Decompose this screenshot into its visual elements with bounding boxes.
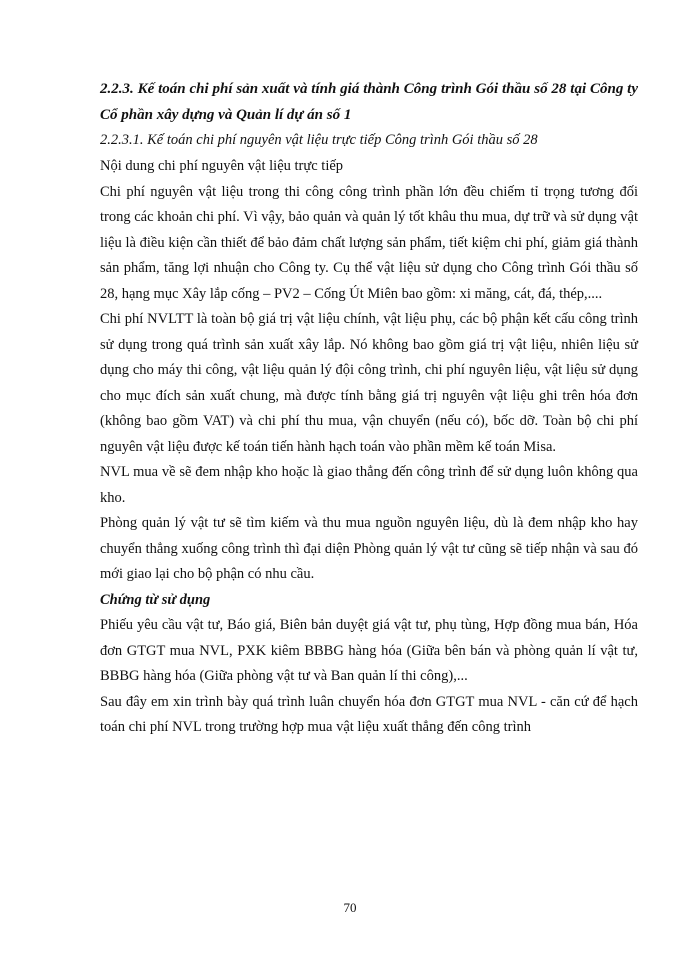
paragraph: Chi phí nguyên vật liệu trong thi công công trình phần lớn đều chiếm tỉ trọng tương đối trong các khoản chi phí. Vì vậy, bảo quản và quản lý tốt khâu thu mua, dự trữ và sử dụng vật liệu là điều kiện cần thiết để bảo đảm chất lượng sản phẩm, tiết kiệm chi phí, giảm giá thành sản phẩm, tăng lợi nhuận cho Công ty. Cụ thể vật liệu sử dụng cho Công trình Gói thầu số 28, hạng mục Xây lắp cống – PV2 – Cống Út Miên bao gồm: xi măng, cát, đá, thép,.... bbox=[100, 183, 638, 302]
paragraph: Chi phí NVLTT là toàn bộ giá trị vật liệu chính, vật liệu phụ, các bộ phận kết cấu công trình sử dụng trong quá trình sản xuất xây lắp. Nó không bao gồm giá trị vật liệu, nhiên liệu sử dụng cho máy thi công, vật liệu quản lý đội công trình, chi phí nguyên liệu, vật liệu sử dụng cho mục đích sản xuất chung, mà được tính bằng giá trị nguyên vật liệu ghi trên hóa đơn (không bao gồm VAT) và chi phí thu mua, vận chuyển (nếu có), bốc dỡ. Toàn bộ chi phí nguyên vật liệu được kế toán tiến hành hạch toán vào phần mềm kế toán Misa. bbox=[100, 311, 638, 455]
subsection-heading: 2.2.3.1. Kế toán chi phí nguyên vật liệu trực tiếp Công trình Gói thầu số 28 bbox=[100, 132, 538, 148]
paragraph: NVL mua về sẽ đem nhập kho hoặc là giao thẳng đến công trình để sử dụng luôn không qua kho. bbox=[100, 464, 638, 506]
documents-heading: Chứng từ sử dụng bbox=[100, 591, 211, 608]
page-content bbox=[100, 76, 638, 741]
section-heading: 2.2.3. Kế toán chi phí sản xuất và tính giá thành Công trình Gói thầu số 28 tại Công ty Cổ phần xây dựng và Quản lí dự án số 1 bbox=[100, 81, 638, 123]
paragraph: Phòng quản lý vật tư sẽ tìm kiếm và thu mua nguồn nguyên liệu, dù là đem nhập kho hay chuyển thẳng xuống công trình thì đại diện Phòng quản lý vật tư cũng sẽ tiếp nhận và sau đó mới giao lại cho bộ phận có nhu cầu. bbox=[100, 515, 638, 582]
paragraph: Phiếu yêu cầu vật tư, Báo giá, Biên bản duyệt giá vật tư, phụ tùng, Hợp đồng mua bán, Hóa đơn GTGT mua NVL, PXK kiêm BBBG hàng hóa (Giữa bên bán và phòng quản lí vật tư, BBBG hàng hóa (Giữa phòng vật tư và Ban quản lí thi công),... bbox=[100, 617, 638, 684]
paragraph: Sau đây em xin trình bày quá trình luân chuyển hóa đơn GTGT mua NVL - căn cứ để hạch toán chi phí NVL trong trường hợp mua vật liệu xuất thẳng đến công trình bbox=[100, 693, 638, 735]
paragraph: Nội dung chi phí nguyên vật liệu trực tiếp bbox=[100, 158, 344, 174]
page-number: 70 bbox=[343, 900, 357, 915]
